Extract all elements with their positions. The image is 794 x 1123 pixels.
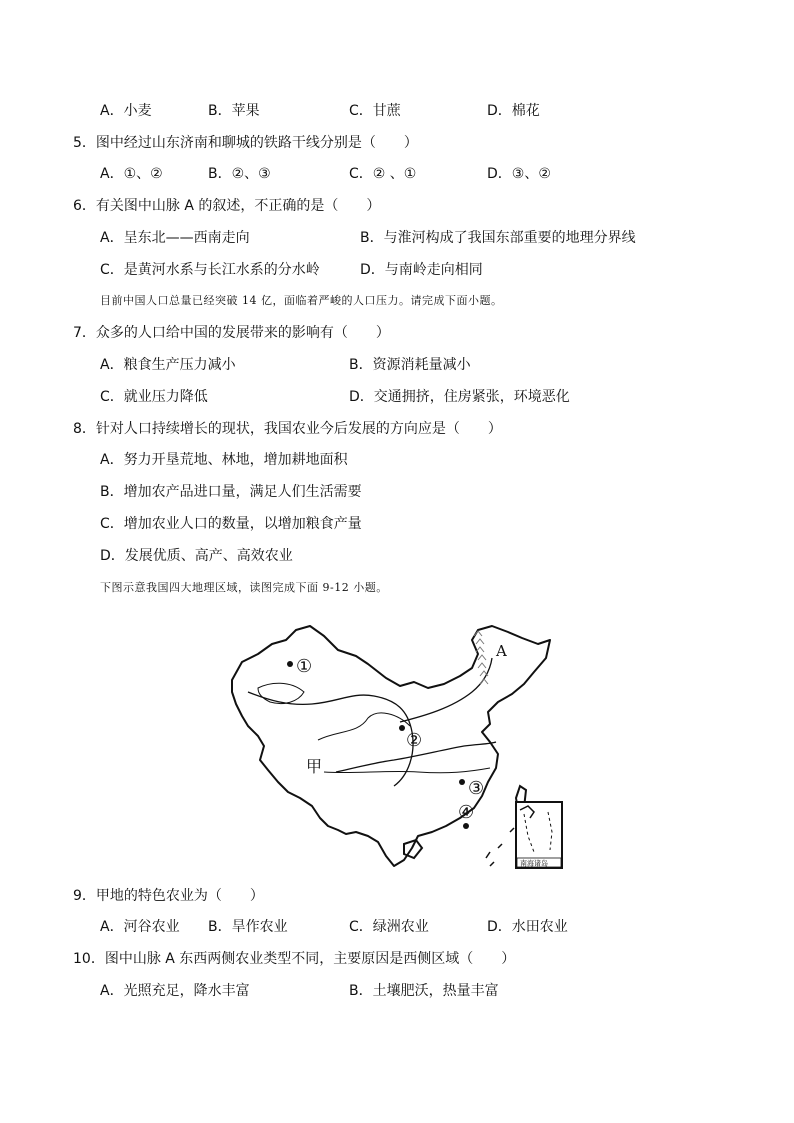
q9-stem: 9．甲地的特色农业为（ ） bbox=[73, 888, 264, 904]
point-2-dot bbox=[399, 725, 405, 731]
q7-option-d: D．交通拥挤，住房紧张，环境恶化 bbox=[349, 389, 570, 405]
q10-option-a: A．光照充足，降水丰富 bbox=[100, 983, 250, 999]
q10-stem: 10．图中山脉 A 东西两侧农业类型不同，主要原因是西侧区域（ ） bbox=[73, 951, 516, 967]
q4-option-b: B．苹果 bbox=[208, 103, 260, 119]
map-label-3: ③ bbox=[468, 778, 485, 799]
q9-option-b: B．旱作农业 bbox=[208, 919, 288, 935]
map-label-a: A bbox=[496, 642, 507, 660]
q9-option-a: A．河谷农业 bbox=[100, 919, 180, 935]
q8-option-b: B．增加农产品进口量，满足人们生活需要 bbox=[100, 484, 362, 500]
passage-population: 目前中国人口总量已经突破 14 亿，面临着严峻的人口压力。请完成下面小题。 bbox=[100, 294, 503, 307]
q4-option-a: A．小麦 bbox=[100, 103, 152, 119]
q5-stem: 5．图中经过山东济南和聊城的铁路干线分别是（ ） bbox=[73, 135, 418, 151]
q5-option-a: A．①、② bbox=[100, 166, 163, 182]
q6-option-c: C．是黄河水系与长江水系的分水岭 bbox=[100, 262, 320, 278]
map-label-4: ④ bbox=[458, 802, 475, 823]
q9-option-c: C．绿洲农业 bbox=[349, 919, 429, 935]
river-yellow bbox=[318, 713, 410, 740]
q4-option-c: C．甘蔗 bbox=[349, 103, 401, 119]
point-3-dot bbox=[459, 779, 465, 785]
q7-stem: 7．众多的人口给中国的发展带来的影响有（ ） bbox=[73, 325, 390, 341]
q7-option-a: A．粮食生产压力减小 bbox=[100, 357, 236, 373]
q10-option-b: B．土壤肥沃，热量丰富 bbox=[349, 983, 499, 999]
map-label-jia: 甲 bbox=[306, 757, 323, 776]
q5-option-c: C．② 、① bbox=[349, 166, 417, 182]
map-label-1: ① bbox=[296, 656, 313, 677]
q9-option-d: D．水田农业 bbox=[487, 919, 568, 935]
q6-stem: 6．有关图中山脉 A 的叙述，不正确的是（ ） bbox=[73, 198, 381, 214]
q8-option-a: A．努力开垦荒地、林地，增加耕地面积 bbox=[100, 452, 348, 468]
tarim-basin-edge bbox=[258, 683, 304, 703]
hainan-island bbox=[404, 840, 422, 858]
inset-caption: 南海诸岛 bbox=[520, 859, 548, 868]
china-regions-map bbox=[228, 622, 570, 872]
q4-option-d: D．棉花 bbox=[487, 103, 540, 119]
country-outline bbox=[232, 626, 550, 866]
q8-stem: 8．针对人口持续增长的现状，我国农业今后发展的方向应是（ ） bbox=[73, 421, 502, 437]
point-1-dot bbox=[287, 661, 293, 667]
q5-option-d: D．③、② bbox=[487, 166, 551, 182]
q6-option-d: D．与南岭走向相同 bbox=[360, 262, 483, 278]
map-label-2: ② bbox=[406, 730, 423, 751]
passage-map-intro: 下图示意我国四大地理区域，读图完成下面 9-12 小题。 bbox=[100, 581, 388, 594]
islands bbox=[486, 828, 514, 866]
point-4-dot bbox=[463, 823, 469, 829]
q8-option-c: C．增加农业人口的数量，以增加粮食产量 bbox=[100, 516, 362, 532]
q8-option-d: D．发展优质、高产、高效农业 bbox=[100, 548, 293, 564]
q6-option-a: A．呈东北——西南走向 bbox=[100, 230, 250, 246]
q7-option-b: B．资源消耗量减小 bbox=[349, 357, 471, 373]
q6-option-b: B．与淮河构成了我国东部重要的地理分界线 bbox=[360, 230, 636, 246]
q7-option-c: C．就业压力降低 bbox=[100, 389, 208, 405]
q5-option-b: B．②、③ bbox=[208, 166, 271, 182]
